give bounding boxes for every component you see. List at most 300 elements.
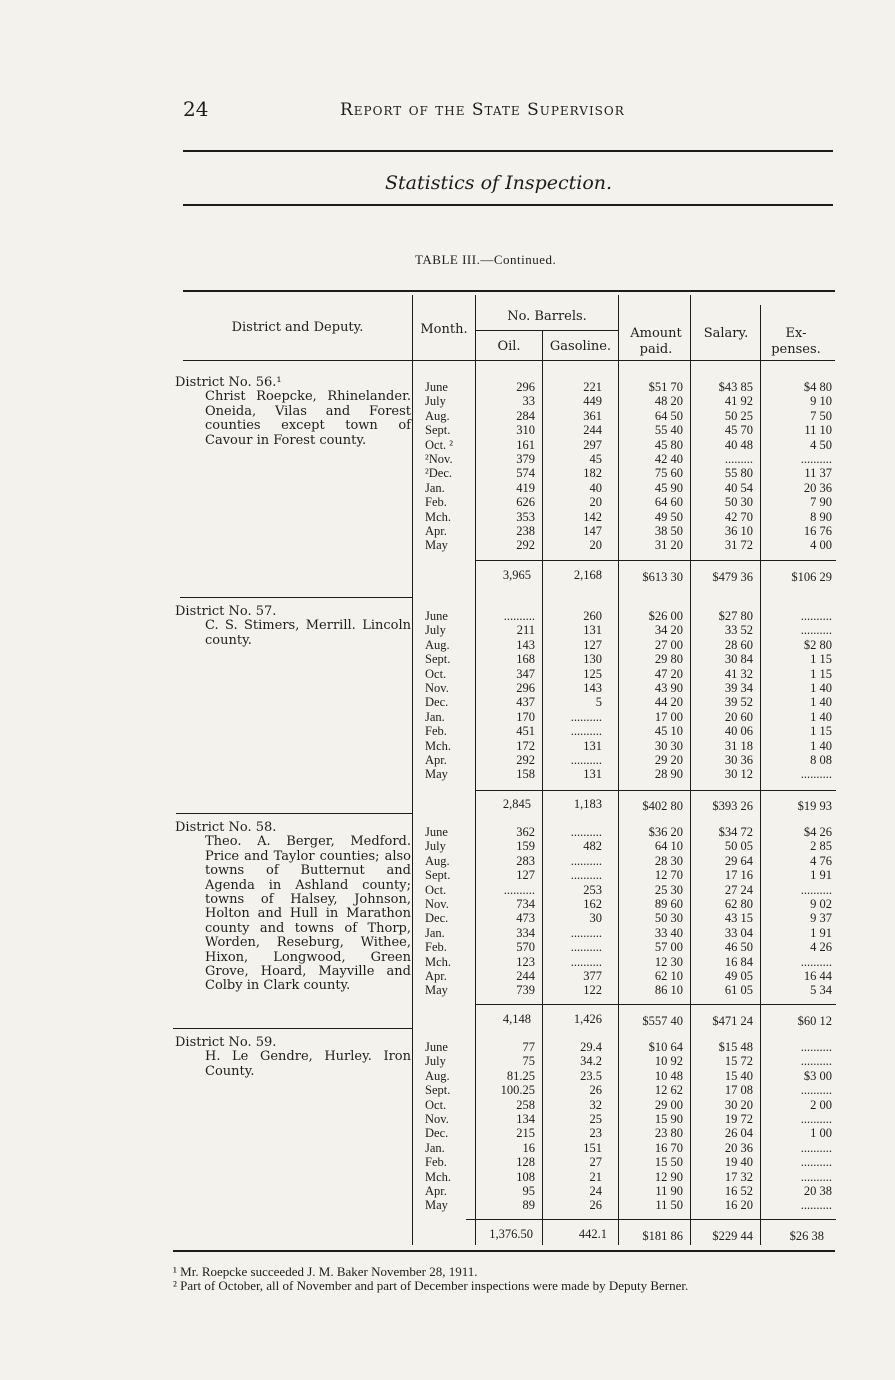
table-cell: 17 00 xyxy=(654,709,683,724)
table-cell: 49 50 xyxy=(654,509,683,524)
table-cell: Nov. xyxy=(425,1111,449,1126)
section-title: Statistics of Inspection. xyxy=(385,172,613,194)
table-cell: 143 xyxy=(583,680,602,695)
district-57-total-rule xyxy=(476,790,836,791)
table-cell: 29 20 xyxy=(654,752,683,767)
table-cell: 19 72 xyxy=(724,1111,753,1126)
table-cell: Nov. xyxy=(425,680,449,695)
table-cell: July xyxy=(425,839,446,854)
table-cell: 25 30 xyxy=(654,882,683,897)
table-cell: 45 80 xyxy=(654,437,683,452)
table-cell: 31 18 xyxy=(724,738,753,753)
table-cell: 50 30 xyxy=(654,911,683,926)
district-56-total-salary: $479 36 xyxy=(712,570,753,584)
table-cell: $36 20 xyxy=(648,825,683,839)
district-58-expenses xyxy=(762,825,832,998)
table-cell: 11 90 xyxy=(655,1183,683,1198)
table-cell: 347 xyxy=(516,666,535,681)
table-cell: 29 64 xyxy=(724,853,753,868)
table-cell: 28 30 xyxy=(654,853,683,868)
table-cell: 30 20 xyxy=(724,1097,753,1112)
table-cell: 33 xyxy=(522,394,535,409)
table-cell: June xyxy=(425,825,448,839)
table-cell: 86 10 xyxy=(654,983,683,998)
table-cell: 50 05 xyxy=(724,839,753,854)
table-cell: 10 48 xyxy=(654,1068,683,1083)
table-cell: .......... xyxy=(800,1198,832,1213)
district-58-gasoline xyxy=(545,825,602,998)
table-cell: 292 xyxy=(516,538,535,553)
table-cell: 40 xyxy=(589,480,602,495)
table-cell: 38 50 xyxy=(654,523,683,538)
table-cell: 62 80 xyxy=(724,896,753,911)
table-cell: $2 80 xyxy=(803,637,832,652)
table-cell: 16 84 xyxy=(724,954,753,969)
table-cell: 9 10 xyxy=(810,394,832,409)
district-56-months xyxy=(425,380,475,553)
table-cell: 1 15 xyxy=(810,666,832,681)
table-cell: 89 60 xyxy=(654,896,683,911)
table-cell: Apr. xyxy=(425,752,447,767)
table-cell: 7 50 xyxy=(810,408,832,423)
table-cell: $26 00 xyxy=(648,609,683,623)
table-cell: Oct. xyxy=(425,666,447,681)
table-cell: 211 xyxy=(516,623,535,638)
district-56-label xyxy=(175,376,411,448)
table-cell: Oct. xyxy=(425,882,447,897)
table-cell: 30 84 xyxy=(724,652,753,667)
table-cell: 75 xyxy=(522,1054,535,1069)
table-cell: 122 xyxy=(583,983,602,998)
district-57-amount xyxy=(625,609,683,782)
table-cell: 1 91 xyxy=(810,925,832,940)
table-cell: 100.25 xyxy=(500,1083,535,1098)
district-57-end-rule xyxy=(176,813,412,814)
table-cell: 310 xyxy=(516,423,535,438)
table-cell: 17 08 xyxy=(724,1083,753,1098)
table-cell: 123 xyxy=(516,954,535,969)
district-58-amount xyxy=(625,825,683,998)
footnote-2: ² Part of October, all of November and part of December inspections were made by Deputy Berner. xyxy=(173,1278,689,1293)
table-cell: 244 xyxy=(516,968,535,983)
table-cell: 4 00 xyxy=(810,538,832,553)
table-cell: .......... xyxy=(570,724,602,739)
table-cell: 16 xyxy=(522,1140,535,1155)
table-cell: 147 xyxy=(583,523,602,538)
district-56-oil xyxy=(477,380,535,553)
table-cell: 127 xyxy=(583,637,602,652)
table-cell: 45 90 xyxy=(654,480,683,495)
header-expenses: Ex-penses. xyxy=(771,326,821,357)
table-cell: 89 xyxy=(522,1198,535,1213)
table-cell: 15 72 xyxy=(724,1054,753,1069)
table-cell: .......... xyxy=(800,1111,832,1126)
table-cell: 16 76 xyxy=(803,523,832,538)
district-name: District No. 56.¹ xyxy=(175,375,282,390)
district-59-total-salary: $229 44 xyxy=(712,1229,753,1243)
table-cell: Mch. xyxy=(425,1169,452,1184)
table-cell: 739 xyxy=(516,983,535,998)
district-deputy: C. S. Stimers, Merrill. Lincoln county. xyxy=(205,618,411,648)
table-cell: .......... xyxy=(503,882,535,897)
district-59-salary xyxy=(695,1040,753,1213)
table-cell: .......... xyxy=(800,1155,832,1170)
table-cell: 15 90 xyxy=(654,1111,683,1126)
table-cell: .......... xyxy=(570,825,602,839)
title-rule-top xyxy=(183,150,833,152)
table-cell: May xyxy=(425,1198,448,1213)
table-cell: 4 26 xyxy=(810,940,832,955)
district-56-gasoline xyxy=(545,380,602,553)
table-cell: 20 38 xyxy=(803,1183,832,1198)
district-name: District No. 58. xyxy=(175,820,277,835)
table-cell: $15 48 xyxy=(718,1040,753,1054)
table-cell: 379 xyxy=(516,451,535,466)
table-cell: Jan. xyxy=(425,709,445,724)
table-cell: June xyxy=(425,609,448,623)
table-cell: 75 60 xyxy=(654,466,683,481)
table-cell: 57 00 xyxy=(654,940,683,955)
table-cell: Feb. xyxy=(425,1155,447,1170)
table-cell: 244 xyxy=(583,423,602,438)
table-cell: July xyxy=(425,394,446,409)
table-cell: .......... xyxy=(800,954,832,969)
table-cell: 161 xyxy=(516,437,535,452)
table-cell: 151 xyxy=(583,1140,602,1155)
table-cell: 158 xyxy=(516,767,535,782)
district-56-total-amount: $613 30 xyxy=(642,570,683,584)
table-cell: $51 70 xyxy=(648,380,683,394)
table-cell: 1 40 xyxy=(810,695,832,710)
district-58-oil xyxy=(477,825,535,998)
table-cell: 5 34 xyxy=(810,983,832,998)
table-cell: 50 25 xyxy=(724,408,753,423)
table-cell: 362 xyxy=(516,825,535,839)
table-cell: 43 90 xyxy=(654,680,683,695)
district-deputy: Theo. A. Berger, Medford. Price and Taylor counties; also towns of Butternut and Agenda in Ashland county; towns of Halsey, Johnson, Holton and Hull in Marathon county and towns of Thorp, Worden, Reseburg, Withee, Hixon, Longwood, Green Grove, Hoard, Mayville and Colby in Clark county. xyxy=(205,834,411,994)
table-cell: 20 60 xyxy=(724,709,753,724)
table-cell: 143 xyxy=(516,637,535,652)
table-cell: June xyxy=(425,380,448,394)
district-59-total-amount: $181 86 xyxy=(642,1229,683,1243)
district-58-salary xyxy=(695,825,753,998)
district-deputy: H. Le Gendre, Hurley. Iron County. xyxy=(205,1049,411,1079)
district-56-salary xyxy=(695,380,753,553)
table-cell: 41 92 xyxy=(724,394,753,409)
table-cell: 50 30 xyxy=(724,495,753,510)
table-cell: .......... xyxy=(503,609,535,623)
table-cell: 41 32 xyxy=(724,666,753,681)
table-cell: 29 00 xyxy=(654,1097,683,1112)
header-salary: Salary. xyxy=(703,326,749,341)
table-cell: Sept. xyxy=(425,1083,451,1098)
table-cell: ²Dec. xyxy=(425,466,452,481)
district-57-oil xyxy=(477,609,535,782)
table-cell: 353 xyxy=(516,509,535,524)
col-divider-month xyxy=(412,295,413,1245)
table-cell: 30 xyxy=(589,911,602,926)
table-cell: 437 xyxy=(516,695,535,710)
table-cell: 26 xyxy=(589,1198,602,1213)
table-cell: 17 16 xyxy=(724,868,753,883)
table-cell: .......... xyxy=(800,451,832,466)
table-cell: 12 70 xyxy=(654,868,683,883)
district-57-months xyxy=(425,609,475,782)
table-cell: Feb. xyxy=(425,940,447,955)
table-cell: 1 15 xyxy=(810,724,832,739)
table-cell: .......... xyxy=(570,853,602,868)
table-cell: 108 xyxy=(516,1169,535,1184)
table-cell: Oct. xyxy=(425,1097,447,1112)
col-divider-expenses xyxy=(760,305,761,1245)
table-cell: 23 80 xyxy=(654,1126,683,1141)
table-cell: 162 xyxy=(583,896,602,911)
district-58-label xyxy=(175,821,411,994)
table-cell: 1 40 xyxy=(810,680,832,695)
district-59-total-oil: 1,376.50 xyxy=(489,1227,533,1241)
table-cell: 27 24 xyxy=(724,882,753,897)
table-cell: 39 52 xyxy=(724,695,753,710)
table-cell: 130 xyxy=(583,652,602,667)
table-cell: 27 xyxy=(589,1155,602,1170)
table-cell: 7 90 xyxy=(810,495,832,510)
table-cell: 131 xyxy=(583,767,602,782)
table-cell: 419 xyxy=(516,480,535,495)
table-cell: Jan. xyxy=(425,925,445,940)
table-cell: 31 20 xyxy=(654,538,683,553)
table-cell: .......... xyxy=(570,709,602,724)
table-cell: 30 30 xyxy=(654,738,683,753)
running-head: Report of the State Supervisor xyxy=(340,100,625,120)
header-district: District and Deputy. xyxy=(231,320,364,335)
table-cell: 16 44 xyxy=(803,968,832,983)
table-cell: July xyxy=(425,623,446,638)
table-cell: 128 xyxy=(516,1155,535,1170)
table-cell: 39 34 xyxy=(724,680,753,695)
table-cell: 168 xyxy=(516,652,535,667)
district-name: District No. 57. xyxy=(175,604,277,619)
table-cell: 95 xyxy=(522,1183,535,1198)
table-cell: 1 15 xyxy=(810,652,832,667)
table-cell: May xyxy=(425,767,448,782)
district-59-total-expenses: $26 38 xyxy=(789,1229,824,1243)
table-cell: Mch. xyxy=(425,738,452,753)
header-barrels-rule xyxy=(476,330,618,331)
table-cell: 570 xyxy=(516,940,535,955)
district-56-total-gasoline: 2,168 xyxy=(573,568,602,582)
table-cell: .......... xyxy=(800,767,832,782)
header-amount: Amount paid. xyxy=(630,326,682,357)
table-cell: 131 xyxy=(583,623,602,638)
district-deputy: Christ Roepcke, Rhinelander. Oneida, Vilas and Forest counties except town of Cavour in Forest county. xyxy=(205,389,411,448)
table-cell: 482 xyxy=(583,839,602,854)
table-cell: ......... xyxy=(724,451,753,466)
col-divider-salary xyxy=(690,295,691,1245)
table-cell: Aug. xyxy=(425,637,450,652)
table-cell: Oct. ² xyxy=(425,437,454,452)
table-cell: Aug. xyxy=(425,408,450,423)
table-cell: .......... xyxy=(800,609,832,623)
table-cell: 55 80 xyxy=(724,466,753,481)
table-cell: 42 40 xyxy=(654,451,683,466)
district-59-amount xyxy=(625,1040,683,1213)
table-cell: 2 00 xyxy=(810,1097,832,1112)
table-cell: 16 52 xyxy=(724,1183,753,1198)
table-cell: 15 40 xyxy=(724,1068,753,1083)
table-cell: 11 37 xyxy=(804,466,832,481)
table-cell: Dec. xyxy=(425,911,449,926)
district-56-total-expenses: $106 29 xyxy=(791,570,832,584)
table-cell: $10 64 xyxy=(648,1040,683,1054)
district-59-gasoline xyxy=(545,1040,602,1213)
table-cell: 131 xyxy=(583,738,602,753)
table-cell: 283 xyxy=(516,853,535,868)
table-cell: 182 xyxy=(583,466,602,481)
table-cell: 31 72 xyxy=(724,538,753,553)
table-cell: 4 76 xyxy=(810,853,832,868)
table-cell: 1 91 xyxy=(810,868,832,883)
table-cell: 43 15 xyxy=(724,911,753,926)
table-cell: $4 26 xyxy=(803,825,832,839)
table-cell: 170 xyxy=(516,709,535,724)
table-cell: Mch. xyxy=(425,954,452,969)
table-cell: 48 20 xyxy=(654,394,683,409)
table-cell: .......... xyxy=(800,1140,832,1155)
district-59-total-gasoline: 442.1 xyxy=(578,1227,607,1241)
table-cell: 40 54 xyxy=(724,480,753,495)
table-cell: 16 20 xyxy=(724,1198,753,1213)
table-cell: 449 xyxy=(583,394,602,409)
table-cell: 12 62 xyxy=(654,1083,683,1098)
table-cell: 45 xyxy=(589,451,602,466)
table-cell: 32 xyxy=(589,1097,602,1112)
table-cell: 34 20 xyxy=(654,623,683,638)
table-cell: 29.4 xyxy=(580,1040,602,1054)
table-cell: .......... xyxy=(570,925,602,940)
table-cell: 297 xyxy=(583,437,602,452)
table-cell: 159 xyxy=(516,839,535,854)
table-cell: 24 xyxy=(589,1183,602,1198)
col-divider-oil xyxy=(475,295,476,1245)
table-cell: .......... xyxy=(570,752,602,767)
table-cell: 19 40 xyxy=(724,1155,753,1170)
table-cell: 23.5 xyxy=(580,1068,602,1083)
district-58-total-amount: $557 40 xyxy=(642,1014,683,1028)
table-cell: 20 36 xyxy=(724,1140,753,1155)
table-cell: $4 80 xyxy=(803,380,832,394)
district-56-total-oil: 3,965 xyxy=(502,568,531,582)
table-cell: 4 50 xyxy=(810,437,832,452)
table-cell: Jan. xyxy=(425,480,445,495)
table-cell: Apr. xyxy=(425,1183,447,1198)
footnotes xyxy=(173,1265,823,1293)
table-cell: 11 50 xyxy=(655,1198,683,1213)
table-cell: 61 05 xyxy=(724,983,753,998)
table-cell: ²Nov. xyxy=(425,451,453,466)
table-cell: 8 90 xyxy=(810,509,832,524)
table-cell: Dec. xyxy=(425,1126,449,1141)
table-cell: 20 36 xyxy=(803,480,832,495)
table-cell: 36 10 xyxy=(724,523,753,538)
table-cell: 49 05 xyxy=(724,968,753,983)
table-cell: 127 xyxy=(516,868,535,883)
district-57-total-salary: $393 26 xyxy=(712,799,753,813)
district-58-total-expenses: $60 12 xyxy=(797,1014,832,1028)
table-cell: 25 xyxy=(589,1111,602,1126)
table-cell: 45 10 xyxy=(654,724,683,739)
table-cell: Mch. xyxy=(425,509,452,524)
district-57-total-gasoline: 1,183 xyxy=(573,797,602,811)
table-cell: 33 52 xyxy=(724,623,753,638)
header-month: Month. xyxy=(420,322,468,337)
table-cell: 734 xyxy=(516,896,535,911)
district-58-total-oil: 4,148 xyxy=(502,1012,531,1026)
table-cell: 45 70 xyxy=(724,423,753,438)
table-cell: June xyxy=(425,1040,448,1054)
table-cell: 12 30 xyxy=(654,954,683,969)
district-56-amount xyxy=(625,380,683,553)
district-56-end-rule xyxy=(180,597,412,598)
table-cell: 574 xyxy=(516,466,535,481)
table-cell: 11 10 xyxy=(804,423,832,438)
table-cell: 64 60 xyxy=(654,495,683,510)
table-cell: 142 xyxy=(583,509,602,524)
table-cell: 46 50 xyxy=(724,940,753,955)
district-57-total-oil: 2,845 xyxy=(502,797,531,811)
table-cell: 1 40 xyxy=(810,738,832,753)
table-cell: 17 32 xyxy=(724,1169,753,1184)
table-cell: July xyxy=(425,1054,446,1069)
col-divider-amount xyxy=(618,295,619,1245)
table-cell: 81.25 xyxy=(506,1068,535,1083)
table-cell: 55 40 xyxy=(654,423,683,438)
table-cell: Sept. xyxy=(425,868,451,883)
district-59-total-rule xyxy=(466,1219,836,1220)
table-cell: 64 50 xyxy=(654,408,683,423)
table-cell: 16 70 xyxy=(654,1140,683,1155)
table-cell: 473 xyxy=(516,911,535,926)
table-cell: Sept. xyxy=(425,423,451,438)
table-cell: 62 10 xyxy=(654,968,683,983)
table-cell: .......... xyxy=(800,1040,832,1054)
district-57-label xyxy=(175,605,411,648)
table-cell: 29 80 xyxy=(654,652,683,667)
table-caption: TABLE III.—Continued. xyxy=(415,252,557,267)
district-58-end-rule xyxy=(173,1028,413,1029)
table-cell: .......... xyxy=(570,868,602,883)
table-cell: 1 40 xyxy=(810,709,832,724)
table-cell: 64 10 xyxy=(654,839,683,854)
table-cell: Nov. xyxy=(425,896,449,911)
table-cell: 238 xyxy=(516,523,535,538)
table-cell: 1 00 xyxy=(810,1126,832,1141)
page-number: 24 xyxy=(183,97,209,121)
district-name: District No. 59. xyxy=(175,1035,277,1050)
table-cell: 221 xyxy=(583,380,602,394)
table-cell: May xyxy=(425,538,448,553)
table-cell: Aug. xyxy=(425,853,450,868)
table-cell: 215 xyxy=(516,1126,535,1141)
table-cell: 77 xyxy=(522,1040,535,1054)
table-cell: 42 70 xyxy=(724,509,753,524)
table-cell: 10 92 xyxy=(654,1054,683,1069)
table-cell: $43 85 xyxy=(718,380,753,394)
table-bottom-rule xyxy=(173,1250,835,1252)
table-cell: Aug. xyxy=(425,1068,450,1083)
table-cell: 44 20 xyxy=(654,695,683,710)
header-gasoline: Gasoline. xyxy=(549,339,612,354)
table-cell: 23 xyxy=(589,1126,602,1141)
